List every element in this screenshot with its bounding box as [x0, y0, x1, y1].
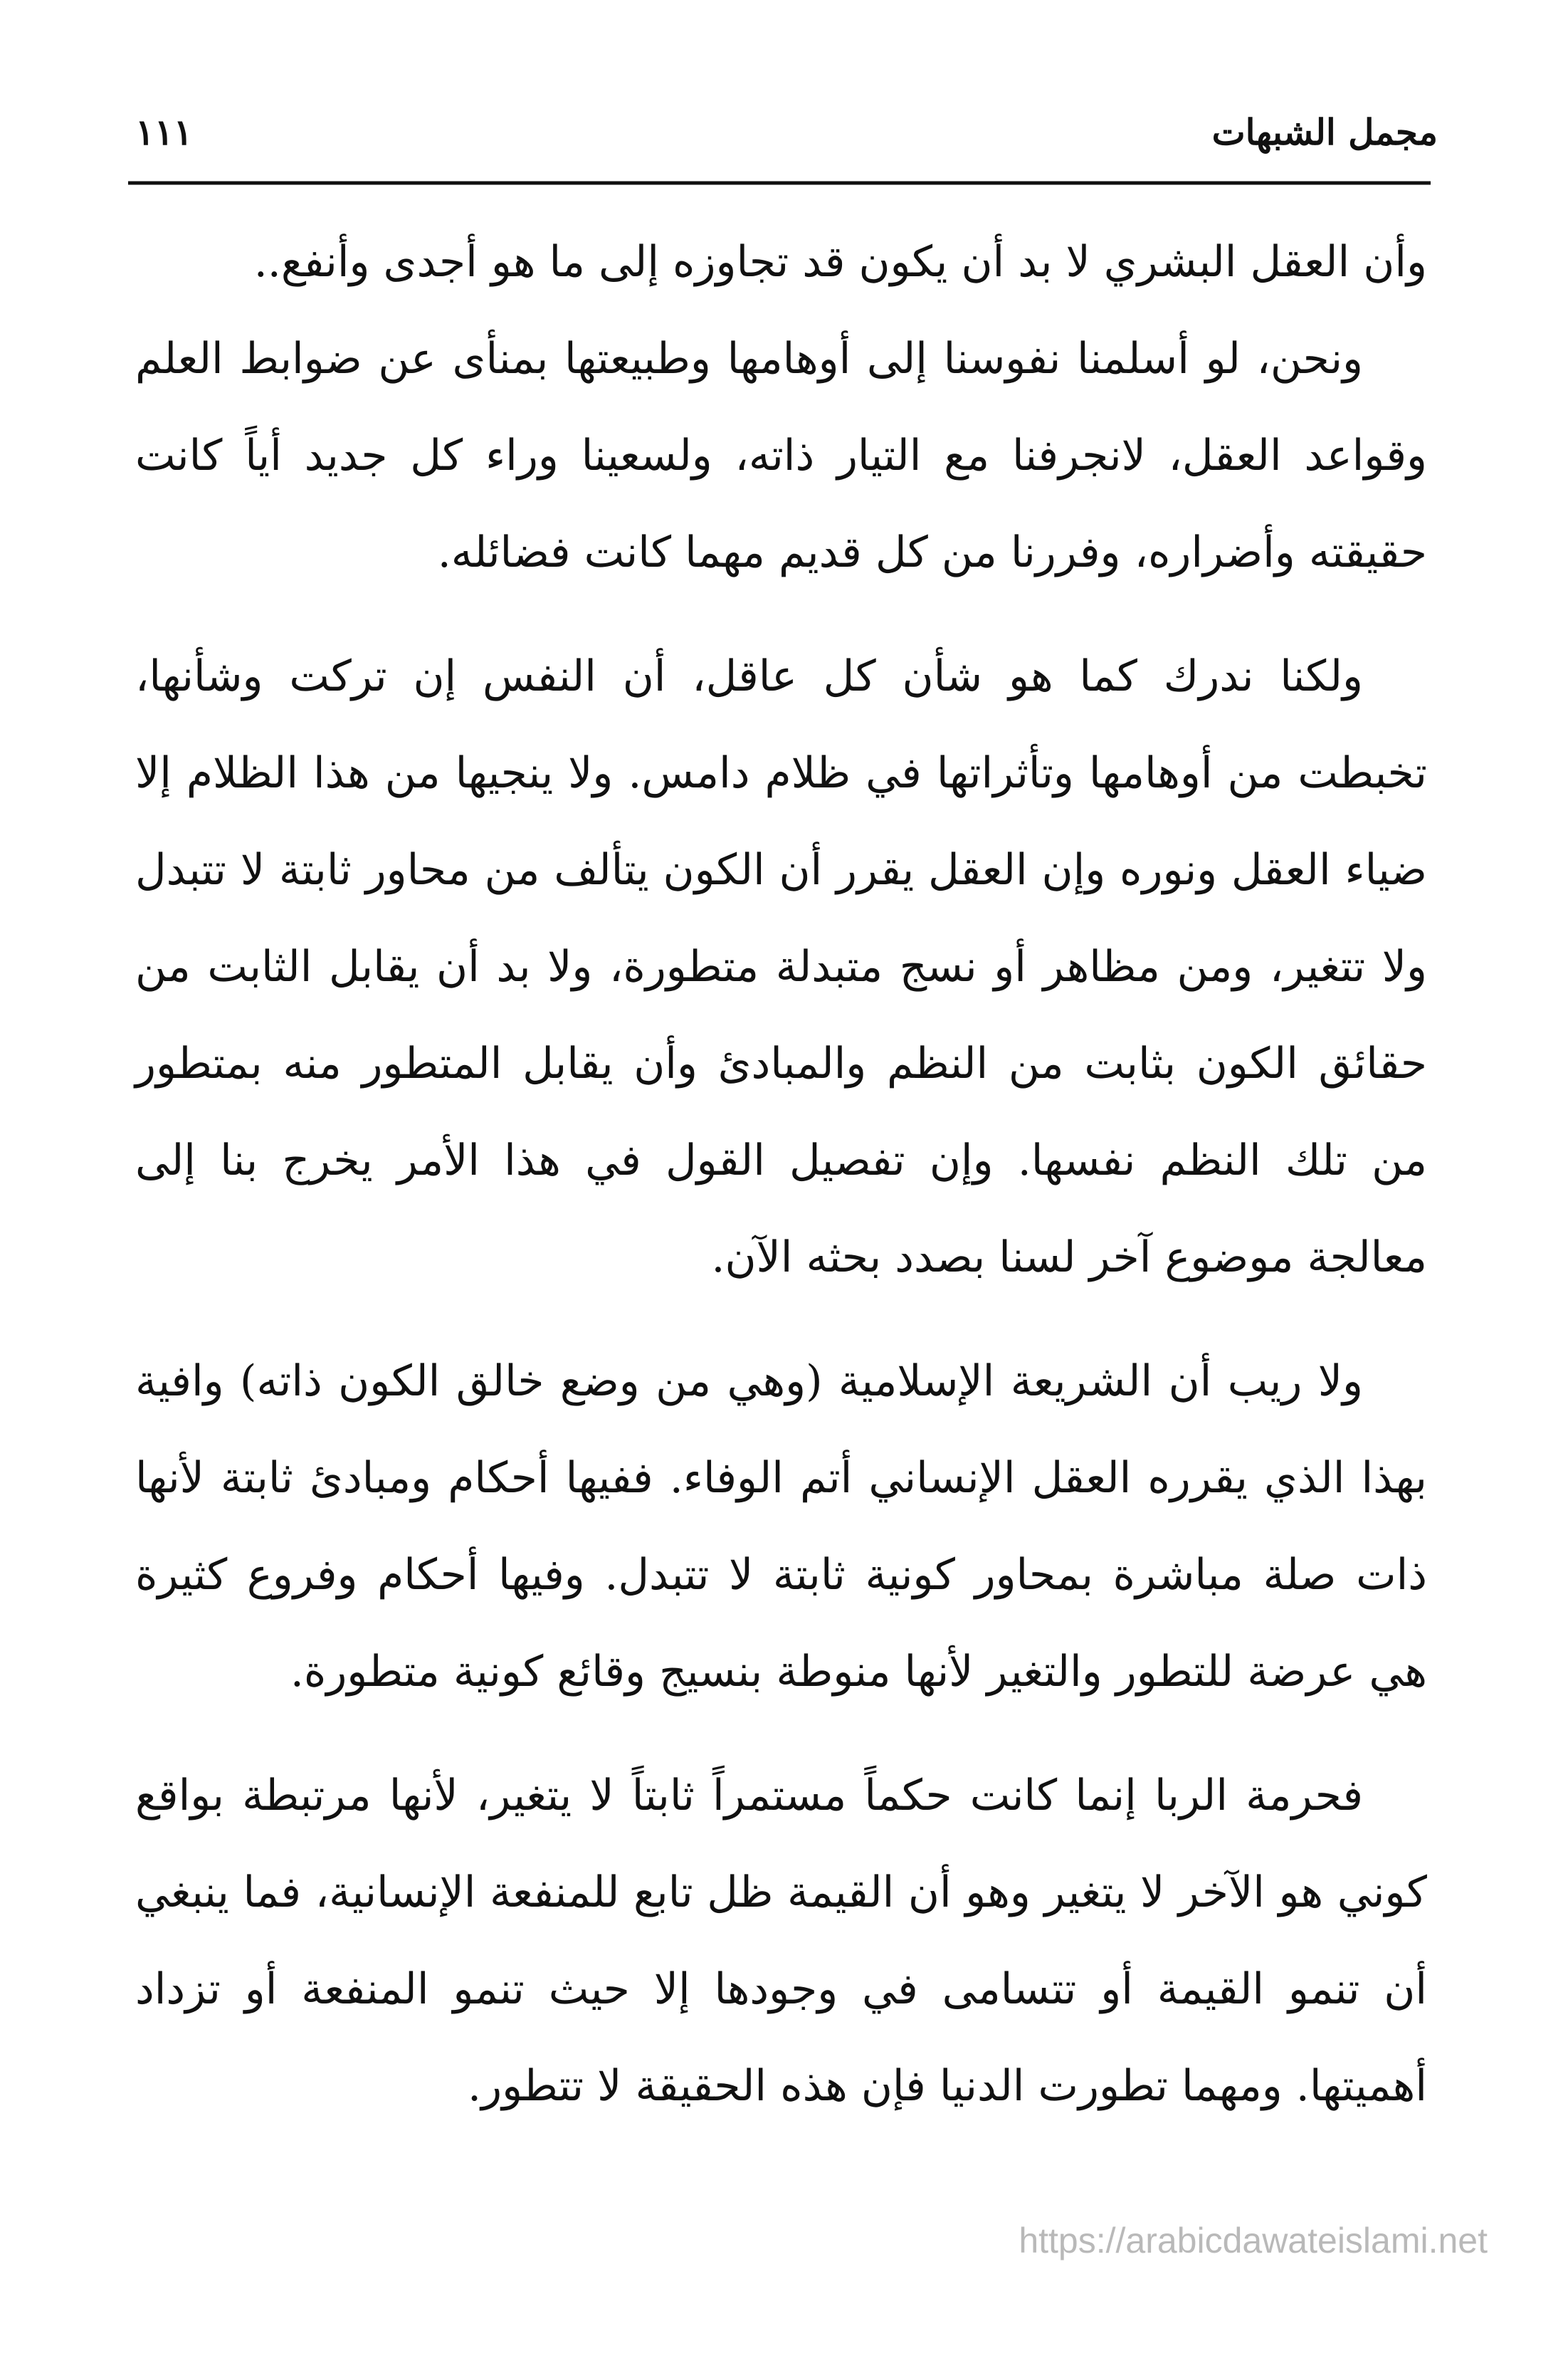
paragraph-2: ونحن، لو أسلمنا نفوسنا إلى أوهامها وطبيعتها بمنأى عن ضوابط العلم وقواعد العقل، لانجرفنا مع التيار ذاته، ولسعينا وراء كل جديد أياً كانت حقيقته وأضراره، وفررنا من كل قديم مهما كانت فضائله. [135, 334, 1427, 577]
running-title: مجمل الشبهات [1211, 111, 1438, 153]
header-rule [128, 177, 1431, 189]
page-header [107, 100, 1438, 178]
watermark-url: https://arabicdawateislami.net [1019, 2221, 1488, 2260]
paragraph-3: ولكنا ندرك كما هو شأن كل عاقل، أن النفس إن تركت وشأنها، تخبطت من أوهامها وتأثراتها في ظلام دامس. ولا ينجيها من هذا الظلام إلا ضياء العقل ونوره وإن العقل يقرر أن الكون يتألف من محاور ثابتة لا تتبدل ولا تتغير، ومن مظاهر أو نسج متبدلة متطورة، ولا بد أن يقابل الثابت من حقائق الكون بثابت من النظم والمبادئ وأن يقابل المتطور منه بمتطور من تلك النظم نفسها. وإن تفصيل القول في هذا الأمر يخرج بنا إلى معالجة موضوع آخر لسنا بصدد بحثه الآن. [135, 651, 1427, 1282]
paragraph-4: ولا ريب أن الشريعة الإسلامية (وهي من وضع خالق الكون ذاته) وافية بهذا الذي يقرره العقل الإنساني أتم الوفاء. ففيها أحكام ومبادئ ثابتة لأنها ذات صلة مباشرة بمحاور كونية ثابتة لا تتبدل. وفيها أحكام وفروع كثيرة هي عرضة للتطور والتغير لأنها منوطة بنسيج وقائع كونية متطورة. [135, 1356, 1427, 1697]
page-number: ١١١ [135, 111, 193, 153]
paragraph-5: فحرمة الربا إنما كانت حكماً مستمراً ثابتاً لا يتغير، لأنها مرتبطة بواقع كوني هو الآخر لا يتغير وهو أن القيمة ظل تابع للمنفعة الإنسانية، فما ينبغي أن تنمو القيمة أو تتسامى في وجودها إلا حيث تنمو المنفعة أو تزداد أهميتها. ومهما تطورت الدنيا فإن هذه الحقيقة لا تتطور. [135, 1771, 1427, 2111]
body-text [135, 214, 1427, 2134]
paragraph-continuation: وأن العقل البشري لا بد أن يكون قد تجاوزه إلى ما هو أجدى وأنفع.. [253, 237, 1427, 287]
